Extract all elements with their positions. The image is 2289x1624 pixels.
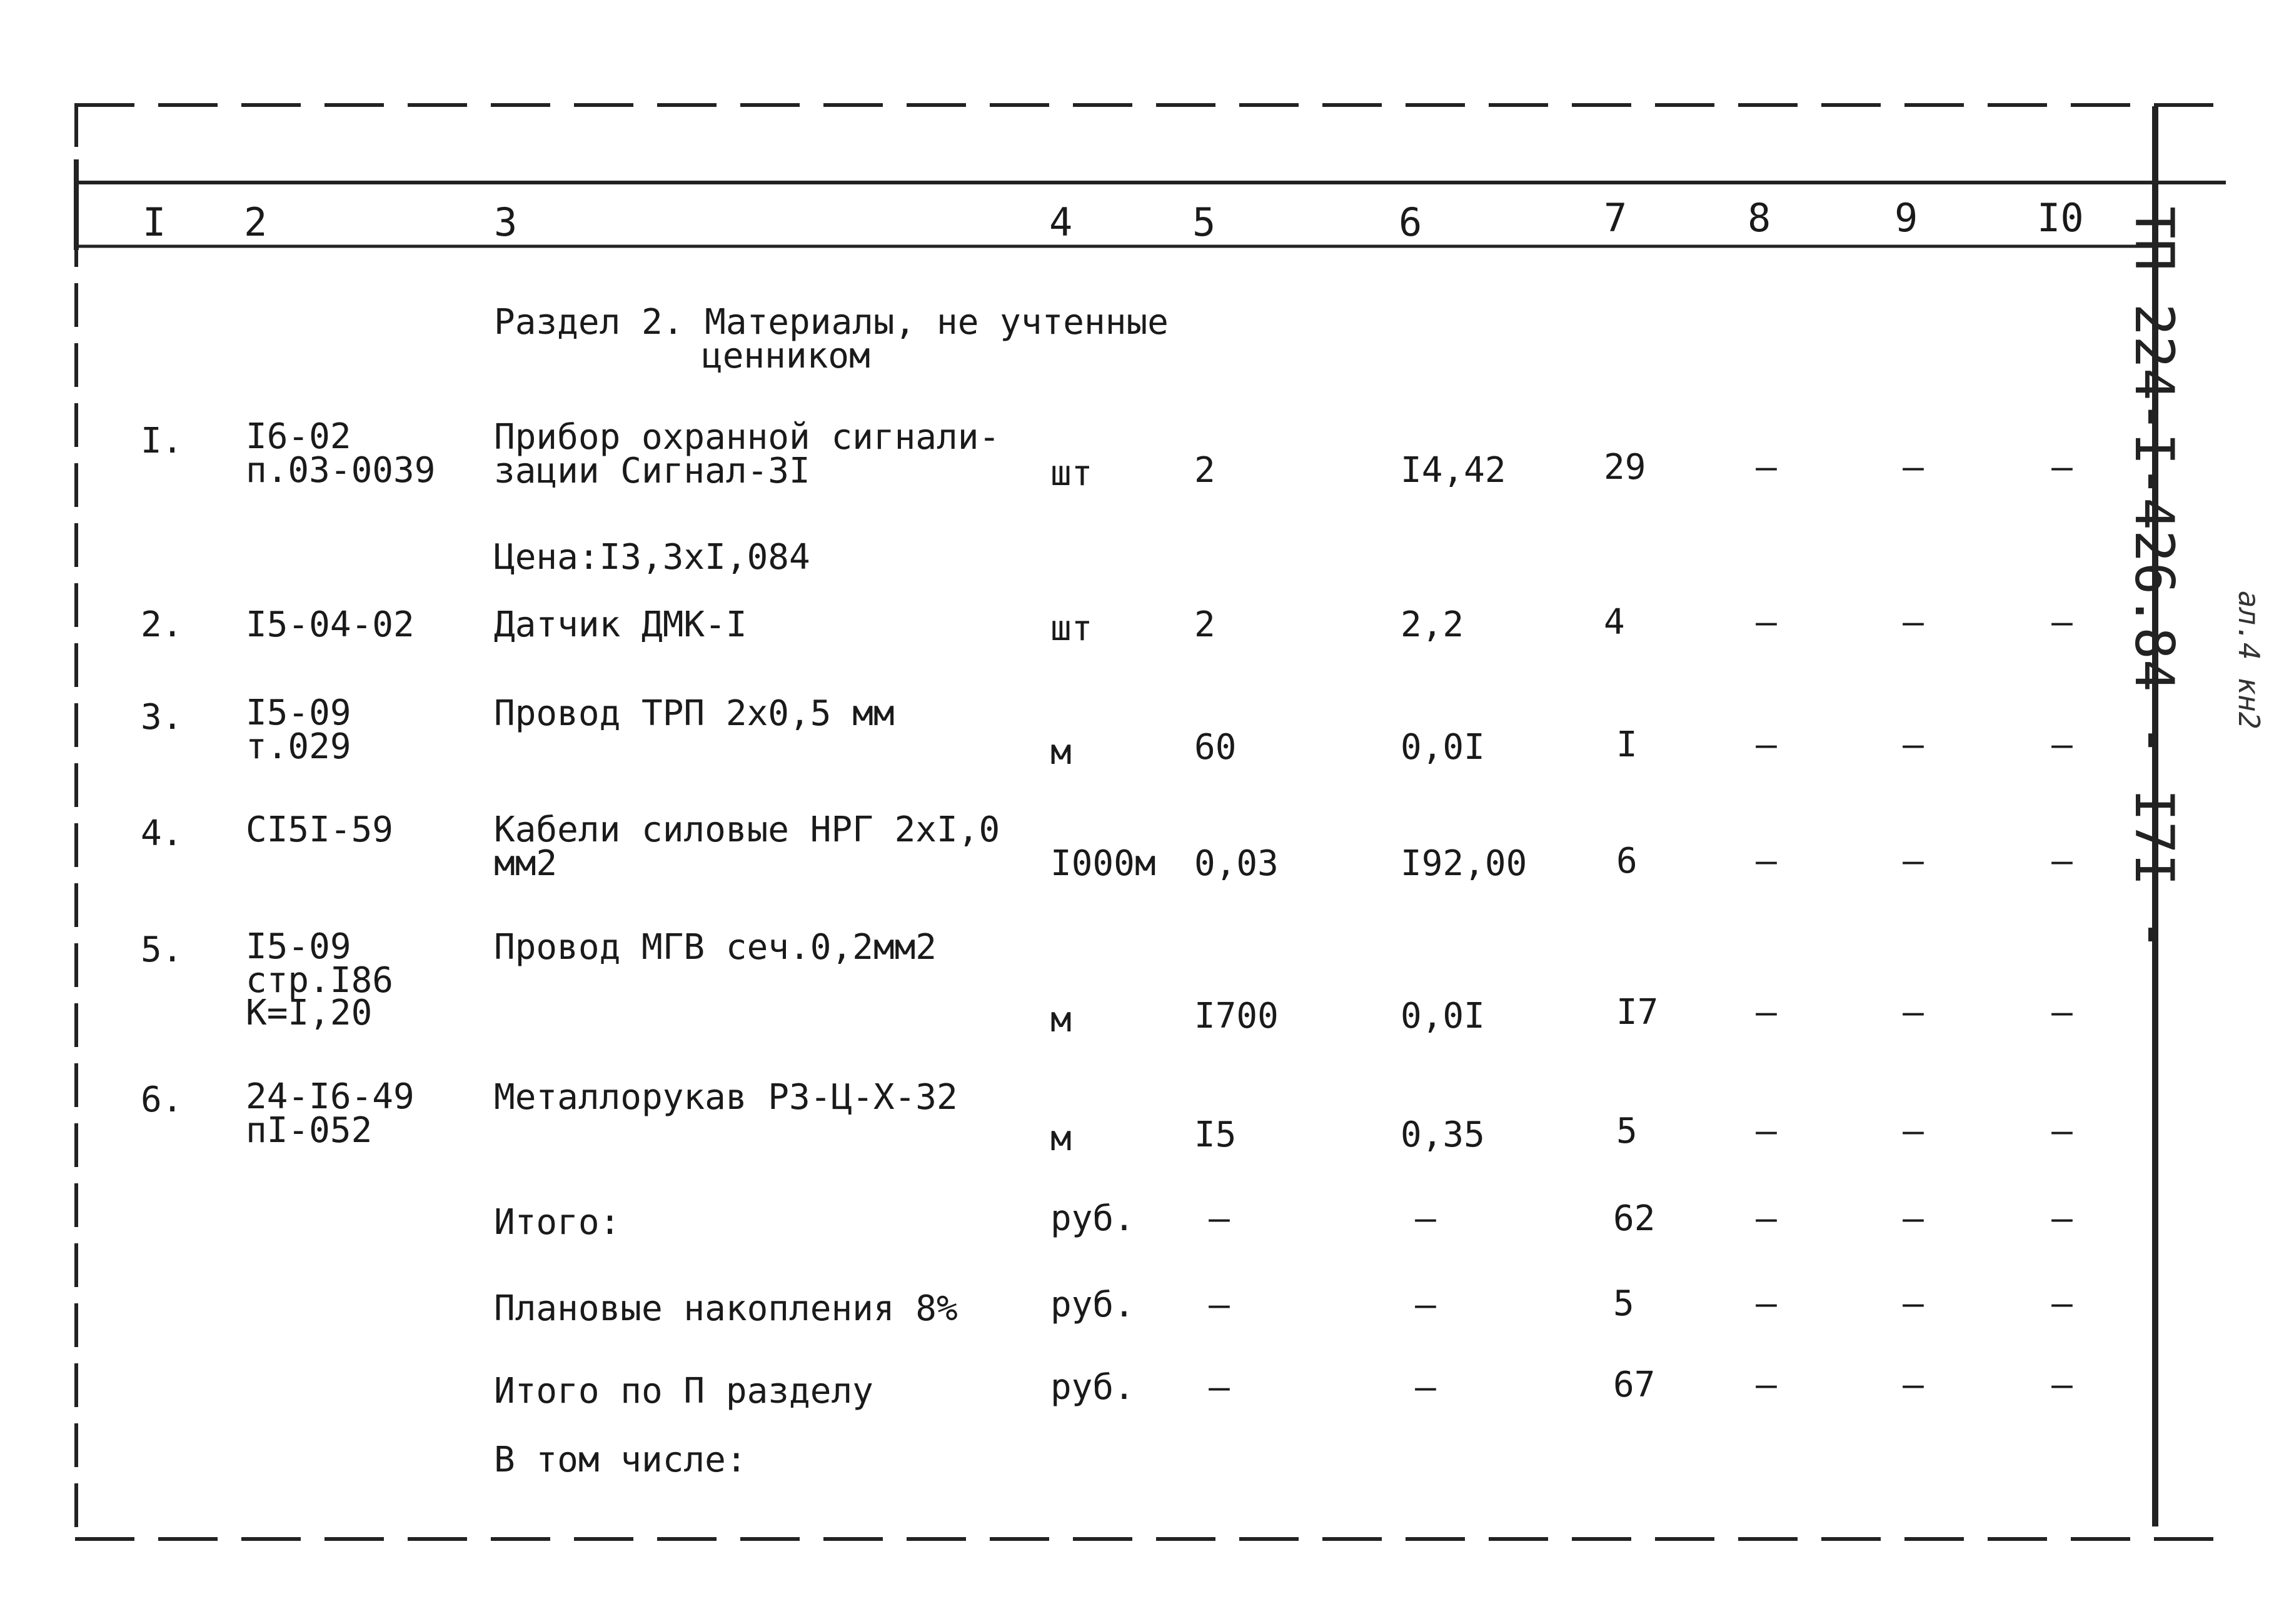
summary-qty: – bbox=[1209, 1285, 1230, 1325]
summary-col10: – bbox=[2051, 1198, 2073, 1239]
row-total: I7 bbox=[1616, 992, 1659, 1033]
col-header-8: 8 bbox=[1748, 195, 1771, 241]
col-header-5: 5 bbox=[1192, 199, 1216, 245]
col-header-9: 9 bbox=[1894, 195, 1918, 241]
row-number: 3. bbox=[141, 697, 183, 738]
summary-unit: руб. bbox=[1050, 1285, 1135, 1325]
row-col9: – bbox=[1903, 992, 1924, 1033]
row-unit: м bbox=[1050, 1000, 1072, 1040]
row-unit: шт bbox=[1050, 608, 1093, 649]
row-total: 6 bbox=[1616, 841, 1638, 881]
row-qty: I700 bbox=[1194, 996, 1279, 1036]
summary-col9: – bbox=[1903, 1198, 1924, 1239]
summary-total: 62 bbox=[1613, 1198, 1656, 1239]
row-name: Кабели силовые НРГ 2хI,0 bbox=[494, 809, 1000, 850]
row-number: 5. bbox=[141, 930, 183, 970]
row-code: 24-I6-49 bbox=[246, 1076, 415, 1117]
section-title: Раздел 2. Материалы, не учтенные bbox=[494, 302, 1169, 343]
stamp-note: ал.4 кн2 bbox=[2232, 591, 2266, 729]
row-code: I5-04-02 bbox=[246, 604, 415, 645]
summary-col9: – bbox=[1903, 1365, 1924, 1405]
summary-col9: – bbox=[1903, 1283, 1924, 1324]
row-qty: I5 bbox=[1194, 1115, 1237, 1155]
summary-label: Плановые накопления 8% bbox=[494, 1288, 958, 1329]
row-total: 5 bbox=[1616, 1111, 1638, 1151]
row-name: мм2 bbox=[494, 843, 558, 884]
row-col8: – bbox=[1756, 1111, 1777, 1151]
row-col9: – bbox=[1903, 1111, 1924, 1151]
row-number: 2. bbox=[141, 604, 183, 645]
row-col8: – bbox=[1756, 602, 1777, 643]
row-total: 29 bbox=[1604, 447, 1646, 488]
row-col9: – bbox=[1903, 841, 1924, 881]
row-code: стр.I86 bbox=[246, 960, 394, 1001]
row-col8: – bbox=[1756, 992, 1777, 1033]
row-price: 0,35 bbox=[1401, 1115, 1485, 1155]
summary-label: Итого по П разделу bbox=[494, 1371, 873, 1411]
footer-text: В том числе: bbox=[494, 1440, 747, 1480]
col-header-3: 3 bbox=[494, 199, 518, 245]
row-col10: – bbox=[2051, 447, 2073, 488]
row-name: Прибор охранной сигнали- bbox=[494, 417, 1000, 458]
summary-unit: руб. bbox=[1050, 1367, 1135, 1408]
row-price-note: Цена:I3,3хI,084 bbox=[494, 537, 810, 578]
row-col10: – bbox=[2051, 841, 2073, 881]
row-col10: – bbox=[2051, 724, 2073, 765]
row-number: I. bbox=[141, 421, 183, 461]
col-header-1: I bbox=[143, 199, 166, 245]
summary-col8: – bbox=[1756, 1198, 1777, 1239]
row-total: I bbox=[1616, 724, 1638, 765]
row-code: I6-02 bbox=[246, 416, 351, 457]
row-name: зации Сигнал-3I bbox=[494, 451, 810, 491]
summary-qty: – bbox=[1209, 1198, 1230, 1239]
col-header-4: 4 bbox=[1049, 199, 1073, 245]
summary-col8: – bbox=[1756, 1365, 1777, 1405]
row-col10: – bbox=[2051, 1111, 2073, 1151]
row-qty: 0,03 bbox=[1194, 843, 1279, 884]
summary-col8: – bbox=[1756, 1283, 1777, 1324]
summary-label: Итого: bbox=[494, 1202, 621, 1243]
row-price: 0,0I bbox=[1401, 996, 1485, 1036]
row-name: Металлорукав РЗ-Ц-Х-32 bbox=[494, 1077, 958, 1118]
summary-unit: руб. bbox=[1050, 1198, 1135, 1239]
row-code: т.029 bbox=[246, 726, 351, 767]
row-name: Провод ТРП 2х0,5 мм bbox=[494, 693, 895, 734]
row-code: I5-09 bbox=[246, 693, 351, 733]
row-col9: – bbox=[1903, 602, 1924, 643]
row-code: п.03-0039 bbox=[246, 450, 436, 491]
col-header-7: 7 bbox=[1604, 195, 1627, 241]
row-col8: – bbox=[1756, 724, 1777, 765]
row-number: 4. bbox=[141, 813, 183, 854]
row-qty: 2 bbox=[1194, 604, 1215, 645]
row-number: 6. bbox=[141, 1080, 183, 1120]
row-code: К=I,20 bbox=[246, 993, 373, 1033]
col-header-6: 6 bbox=[1399, 199, 1422, 245]
row-code: CI5I-59 bbox=[246, 809, 394, 850]
summary-total: 5 bbox=[1613, 1283, 1634, 1324]
summary-col10: – bbox=[2051, 1283, 2073, 1324]
row-unit: м bbox=[1050, 1118, 1072, 1159]
summary-col10: – bbox=[2051, 1365, 2073, 1405]
row-price: I4,42 bbox=[1401, 450, 1506, 491]
row-unit: шт bbox=[1050, 453, 1093, 494]
row-col9: – bbox=[1903, 447, 1924, 488]
row-code: I5-09 bbox=[246, 926, 351, 967]
summary-price: – bbox=[1415, 1285, 1436, 1325]
summary-price: – bbox=[1415, 1198, 1436, 1239]
row-price: I92,00 bbox=[1401, 843, 1527, 884]
section-title-cont: ценником bbox=[702, 336, 870, 376]
row-name: Провод МГВ сеч.0,2мм2 bbox=[494, 927, 937, 968]
col-header-10: I0 bbox=[2037, 195, 2084, 241]
row-unit: I000м bbox=[1050, 843, 1156, 884]
row-code: пI-052 bbox=[246, 1110, 373, 1151]
row-total: 4 bbox=[1604, 602, 1625, 643]
row-price: 2,2 bbox=[1401, 604, 1464, 645]
row-col8: – bbox=[1756, 841, 1777, 881]
col-header-2: 2 bbox=[244, 199, 268, 245]
row-unit: м bbox=[1050, 732, 1072, 773]
row-price: 0,0I bbox=[1401, 727, 1485, 768]
row-col10: – bbox=[2051, 992, 2073, 1033]
document-code-stamp: ТП 224-I-426.84 - I7I - bbox=[2123, 206, 2185, 951]
row-name: Датчик ДМК-I bbox=[494, 604, 747, 645]
row-qty: 60 bbox=[1194, 727, 1237, 768]
summary-qty: – bbox=[1209, 1367, 1230, 1408]
row-col9: – bbox=[1903, 724, 1924, 765]
row-col8: – bbox=[1756, 447, 1777, 488]
summary-total: 67 bbox=[1613, 1365, 1656, 1405]
summary-price: – bbox=[1415, 1367, 1436, 1408]
row-col10: – bbox=[2051, 602, 2073, 643]
row-qty: 2 bbox=[1194, 450, 1215, 491]
